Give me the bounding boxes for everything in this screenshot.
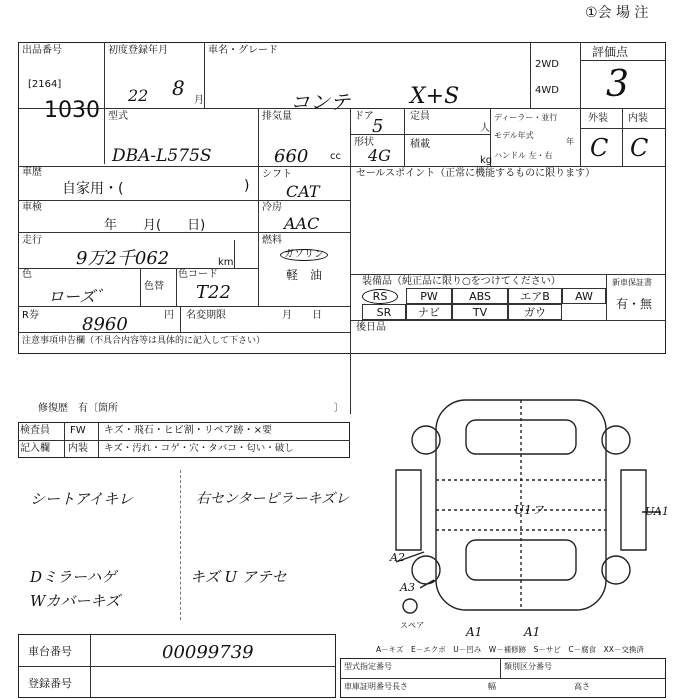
- divider: [350, 320, 666, 321]
- lot-number: 1030: [44, 98, 100, 123]
- divider: [350, 108, 351, 166]
- fuel-gasoline: ガソリン: [280, 249, 328, 261]
- divider: [258, 108, 259, 166]
- height-label: 高さ: [574, 682, 590, 691]
- warranty-value: 有・無: [616, 297, 653, 311]
- divider: [234, 240, 235, 268]
- shift-value: CAT: [286, 182, 320, 201]
- exterior-label: 外装: [588, 113, 608, 124]
- name-change-label: 名変期限: [186, 310, 226, 321]
- first-reg-label: 初度登録年月: [108, 45, 168, 56]
- dealer-label: ディーラー・並行: [494, 113, 558, 122]
- name-change-value: 月 日: [282, 310, 322, 321]
- equip-tv: TV: [452, 304, 508, 320]
- divider: [404, 108, 405, 166]
- diagram-mark-ua1: UA1: [645, 505, 669, 518]
- warranty-label: 新車保証書: [612, 278, 652, 287]
- width-label: 幅: [488, 682, 496, 691]
- class-label: 類別区分番号: [504, 662, 552, 671]
- repair-close: 〕: [334, 403, 344, 414]
- color-code-value: T22: [196, 282, 231, 303]
- equip-aw: AW: [562, 288, 606, 304]
- chassis-label: 車台番号: [28, 645, 72, 658]
- divider: [18, 332, 350, 333]
- delivery-label: 後日品: [356, 322, 386, 333]
- divider: [18, 166, 666, 167]
- first-reg-month: 8: [172, 76, 185, 100]
- divider: [350, 166, 351, 414]
- divider: [622, 108, 623, 166]
- divider: [204, 42, 205, 108]
- inspector-label-1: 検査員: [20, 425, 50, 436]
- garage-label: 車庫証明番号: [344, 682, 392, 691]
- shift-label: シフト: [262, 169, 292, 180]
- divider: [258, 166, 259, 306]
- score-value: 3: [606, 64, 629, 105]
- load-label: 積載: [410, 139, 430, 150]
- diagram-spare-label: スペア: [400, 621, 424, 630]
- model-name: コンテ: [290, 90, 350, 114]
- model-label: 車名・グレード: [208, 45, 278, 56]
- lot-label: 出品番号: [22, 45, 62, 56]
- divider: [350, 274, 666, 275]
- type-label: 型式: [108, 111, 128, 122]
- equip-pw: PW: [406, 288, 452, 304]
- divider: [350, 134, 490, 135]
- recycle-value: 8960: [82, 314, 128, 335]
- capacity-label: 定員: [410, 111, 430, 122]
- divider: [580, 60, 666, 61]
- history-close: ): [244, 178, 250, 194]
- equip-navi: ナビ: [406, 304, 452, 320]
- recycle-label: R券: [22, 310, 39, 321]
- cc-unit: cc: [330, 151, 341, 162]
- note-4: Wカバーキズ: [30, 592, 121, 610]
- divider: [176, 268, 177, 306]
- inspector-label-2: 記入欄: [20, 443, 50, 454]
- history-label: 車歴: [22, 167, 42, 178]
- history-value: 自家用・(: [62, 181, 124, 197]
- notes-label: 注意事項申告欄（不具合内容等は具体的に記入して下さい）: [22, 336, 266, 346]
- equip-sr: SR: [362, 304, 406, 320]
- interior-value: C: [630, 134, 649, 162]
- divider: [104, 42, 105, 164]
- diagram-mark-a1-right: A1: [524, 625, 541, 639]
- equipment-header: 装備品（純正品に限り○をつけてください）: [362, 276, 561, 287]
- shape-label: 形状: [354, 137, 374, 148]
- diagram-mark-a1-left: A1: [466, 625, 483, 639]
- interior-label: 内装: [628, 113, 648, 124]
- note-2: 右センターピラーキズレ: [196, 491, 350, 507]
- drive-2wd: 2WD: [535, 59, 559, 70]
- shape-value: 4G: [368, 146, 391, 165]
- diagram-mark-u1: U1フ: [514, 503, 544, 517]
- type-value: DBA-L575S: [112, 146, 212, 166]
- exterior-value: C: [590, 134, 609, 162]
- divider: [90, 634, 91, 698]
- drive-4wd: 4WD: [535, 85, 559, 96]
- repair-label: 修復歴 有〔箇所: [38, 403, 118, 414]
- divider: [64, 422, 65, 458]
- divider: [18, 666, 336, 667]
- inspector-row2-head: 内装: [68, 443, 88, 454]
- fuel-diesel: 軽 油: [286, 268, 323, 282]
- model-designation-label: 型式指定番号: [344, 662, 392, 671]
- divider: [500, 658, 501, 678]
- legend-text: A－キズ E－エクボ U－凹み W－補修跡 S－サビ C－腐食 XX－交換済: [376, 645, 644, 654]
- fuel-label: 燃料: [262, 235, 282, 246]
- ac-label: 冷房: [262, 202, 282, 213]
- sales-point-label: セールスポイント（正常に機能するものに限ります）: [356, 168, 596, 179]
- km-unit: km: [218, 257, 234, 268]
- divider: [18, 440, 350, 441]
- inspection-value: 年 月( 日): [104, 218, 206, 233]
- mileage-label: 走行: [22, 235, 42, 246]
- note-1: シートアイキレ: [30, 490, 134, 508]
- handle-label: ハンドル 左・右: [494, 151, 553, 160]
- diagram-mark-a2: A2: [390, 551, 405, 564]
- yen-unit: 円: [164, 310, 174, 321]
- divider: [140, 268, 141, 306]
- displacement-value: 660: [274, 146, 309, 167]
- year-unit: 年: [566, 137, 574, 146]
- month-unit: 月: [194, 95, 204, 106]
- score-label: 評価点: [592, 45, 629, 59]
- equip-airbag: エアB: [508, 288, 562, 304]
- equip-abs: ABS: [452, 288, 508, 304]
- equip-rs: RS: [362, 289, 398, 304]
- capacity-unit: 人: [480, 123, 490, 134]
- reg-label: 登録番号: [28, 677, 72, 690]
- divider: [340, 678, 666, 679]
- venue-text: ①会 場 注: [585, 5, 649, 21]
- divider: [98, 422, 99, 458]
- lot-code: [2164]: [28, 79, 62, 90]
- mileage-value: 9万2千062: [76, 248, 170, 269]
- note-3: Dミラーハゲ: [30, 568, 117, 586]
- inspector-row1-head: FW: [70, 425, 86, 436]
- equip-gau: ガウ: [508, 304, 562, 320]
- first-reg-year: 22: [128, 86, 149, 105]
- divider: [606, 274, 607, 320]
- divider: [180, 306, 181, 332]
- color-value: ローズ゛: [48, 287, 112, 306]
- doors-value: 5: [372, 116, 384, 137]
- displacement-label: 排気量: [262, 111, 292, 122]
- diagram-mark-a3: A3: [400, 581, 415, 594]
- chassis-value: 00099739: [162, 642, 254, 663]
- same-color-label: 色替: [144, 281, 164, 292]
- model-year-label: モデル年式: [494, 131, 534, 140]
- load-unit: kg: [480, 155, 493, 166]
- ac-value: AAC: [284, 214, 320, 233]
- doors-label: ドア: [354, 111, 374, 122]
- grade: X+S: [410, 84, 460, 109]
- inspector-row1-text: キズ・飛石・ヒビ割・リペア跡・×要: [104, 425, 272, 436]
- divider: [180, 470, 181, 620]
- color-code-label: 色コード: [178, 269, 218, 280]
- length-label: 長さ: [392, 682, 408, 691]
- color-label: 色: [22, 269, 32, 280]
- inspector-row2-text: キズ・汚れ・コゲ・穴・タバコ・匂い・破し: [104, 443, 294, 454]
- inspection-label: 車検: [22, 202, 42, 213]
- divider: [530, 42, 531, 108]
- divider: [580, 128, 666, 129]
- note-5: キズ U アテセ: [190, 568, 287, 586]
